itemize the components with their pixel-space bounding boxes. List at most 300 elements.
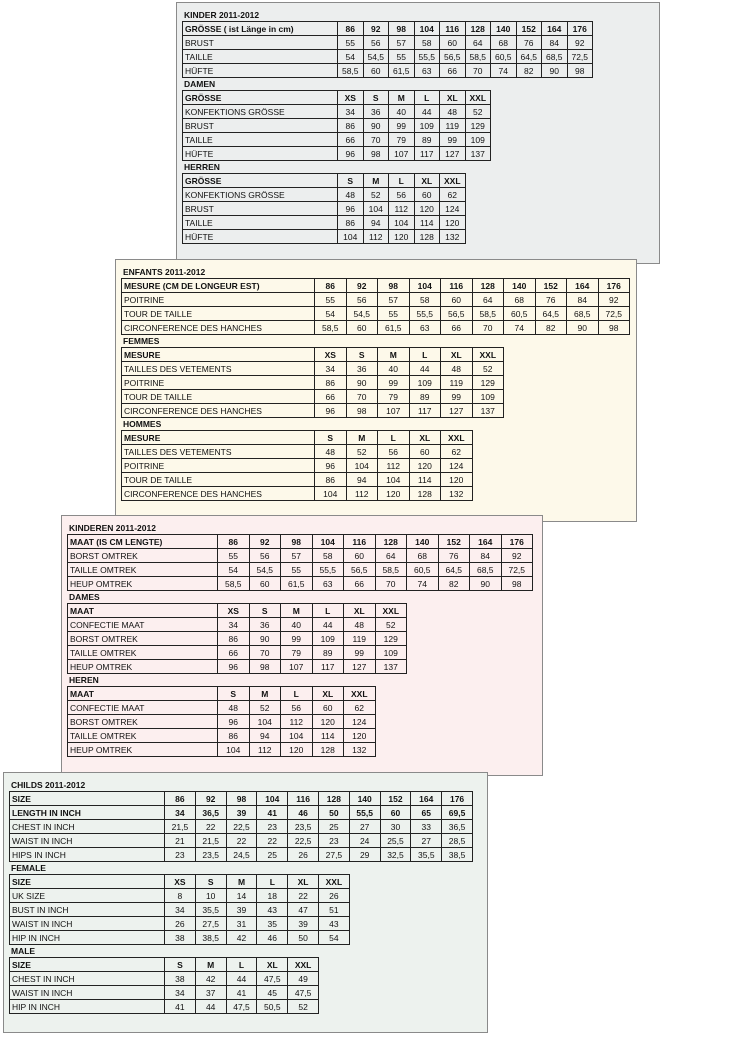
- measurement-value-cell: 64: [472, 293, 504, 307]
- measurement-value-cell: 30: [380, 820, 411, 834]
- measurement-value-cell: 119: [440, 119, 466, 133]
- measurement-value-cell: 112: [378, 459, 410, 473]
- measurement-value-cell: 50: [318, 806, 349, 820]
- measurement-value-cell: 72,5: [598, 307, 630, 321]
- table-row: [10, 917, 350, 931]
- measurement-value-cell: 36: [249, 618, 281, 632]
- women-size-table: [121, 347, 504, 418]
- table-row: [122, 445, 473, 459]
- measurement-value-cell: 112: [281, 715, 313, 729]
- table-row: [10, 972, 319, 986]
- measurement-value-cell: 120: [281, 743, 313, 757]
- measurement-value-cell: 58: [414, 36, 440, 50]
- measurement-value-cell: 52: [472, 362, 504, 376]
- header-size-cell: XL: [257, 958, 288, 972]
- table-row: [10, 1000, 319, 1014]
- measurement-value-cell: 104: [346, 459, 378, 473]
- measurement-value-cell: 114: [414, 216, 440, 230]
- women-section-title: DAMEN: [184, 79, 216, 89]
- measurement-value-cell: 41: [165, 1000, 196, 1014]
- measurement-label-cell: BRUST: [183, 119, 338, 133]
- table-row: [10, 903, 350, 917]
- measurement-value-cell: 84: [470, 549, 502, 563]
- header-label-cell: GRÖSSE ( ist Länge in cm): [183, 22, 338, 36]
- measurement-value-cell: 41: [226, 986, 257, 1000]
- measurement-value-cell: 96: [338, 202, 364, 216]
- measurement-value-cell: 114: [409, 473, 441, 487]
- measurement-value-cell: 54: [315, 307, 347, 321]
- header-size-cell: 104: [257, 792, 288, 806]
- measurement-value-cell: 61,5: [378, 321, 410, 335]
- table-row: [68, 618, 407, 632]
- measurement-value-cell: 55: [315, 293, 347, 307]
- measurement-value-cell: 62: [440, 188, 466, 202]
- measurement-value-cell: 112: [346, 487, 378, 501]
- measurement-value-cell: 50: [288, 931, 319, 945]
- measurement-value-cell: 120: [409, 459, 441, 473]
- measurement-value-cell: 64,5: [516, 50, 542, 64]
- header-size-cell: 104: [312, 535, 344, 549]
- measurement-value-cell: 109: [472, 390, 504, 404]
- measurement-label-cell: CIRCONFERENCE DES HANCHES: [122, 321, 315, 335]
- header-label-cell: MAAT: [68, 687, 218, 701]
- table-row: [183, 64, 593, 78]
- measurement-value-cell: 98: [567, 64, 593, 78]
- table-row: [183, 188, 466, 202]
- measurement-value-cell: 90: [567, 321, 599, 335]
- measurement-value-cell: 132: [344, 743, 376, 757]
- table-row: [122, 390, 504, 404]
- header-label-cell: MAAT: [68, 604, 218, 618]
- table-row: [10, 889, 350, 903]
- header-size-cell: 152: [380, 792, 411, 806]
- measurement-value-cell: 39: [226, 903, 257, 917]
- header-size-cell: L: [409, 348, 441, 362]
- measurement-value-cell: 98: [249, 660, 281, 674]
- header-size-cell: XL: [440, 91, 466, 105]
- table-row: [183, 105, 491, 119]
- table-header-row: [183, 22, 593, 36]
- header-size-cell: 92: [346, 279, 378, 293]
- measurement-value-cell: 26: [318, 889, 349, 903]
- measurement-value-cell: 70: [346, 390, 378, 404]
- measurement-label-cell: BORST OMTREK: [68, 549, 218, 563]
- table-row: [68, 660, 407, 674]
- measurement-value-cell: 48: [338, 188, 364, 202]
- measurement-value-cell: 127: [440, 147, 466, 161]
- measurement-value-cell: 86: [315, 473, 347, 487]
- measurement-value-cell: 104: [249, 715, 281, 729]
- header-size-cell: 128: [318, 792, 349, 806]
- measurement-value-cell: 42: [195, 972, 226, 986]
- header-size-cell: XXL: [440, 174, 466, 188]
- table-row: [183, 50, 593, 64]
- measurement-value-cell: 56,5: [440, 50, 466, 64]
- measurement-value-cell: 104: [389, 216, 415, 230]
- measurement-value-cell: 76: [438, 549, 470, 563]
- measurement-value-cell: 45: [257, 986, 288, 1000]
- header-size-cell: 92: [249, 535, 281, 549]
- measurement-value-cell: 68: [491, 36, 517, 50]
- header-size-cell: 128: [472, 279, 504, 293]
- measurement-value-cell: 104: [281, 729, 313, 743]
- measurement-value-cell: 120: [378, 487, 410, 501]
- measurement-value-cell: 98: [363, 147, 389, 161]
- measurement-value-cell: 66: [315, 390, 347, 404]
- measurement-label-cell: TAILLES DES VETEMENTS: [122, 445, 315, 459]
- measurement-value-cell: 28,5: [442, 834, 473, 848]
- header-size-cell: 92: [195, 792, 226, 806]
- measurement-value-cell: 107: [378, 404, 410, 418]
- measurement-value-cell: 48: [344, 618, 376, 632]
- measurement-value-cell: 60: [414, 188, 440, 202]
- table-header-row: [183, 174, 466, 188]
- measurement-label-cell: HIP IN INCH: [10, 1000, 165, 1014]
- header-size-cell: XXL: [288, 958, 319, 972]
- men-section-title: HEREN: [69, 675, 99, 685]
- table-row: [68, 549, 533, 563]
- header-size-cell: S: [363, 91, 389, 105]
- header-size-cell: S: [338, 174, 364, 188]
- measurement-value-cell: 22: [288, 889, 319, 903]
- measurement-value-cell: 62: [441, 445, 473, 459]
- measurement-label-cell: WAIST IN INCH: [10, 986, 165, 1000]
- table-row: [68, 715, 376, 729]
- header-size-cell: 128: [465, 22, 491, 36]
- measurement-value-cell: 10: [195, 889, 226, 903]
- measurement-label-cell: BRUST: [183, 36, 338, 50]
- measurement-value-cell: 48: [440, 105, 466, 119]
- measurement-value-cell: 56: [363, 36, 389, 50]
- header-size-cell: XS: [218, 604, 250, 618]
- measurement-value-cell: 120: [440, 216, 466, 230]
- measurement-label-cell: TAILLE: [183, 216, 338, 230]
- table-header-row: [10, 958, 319, 972]
- measurement-value-cell: 129: [375, 632, 407, 646]
- header-size-cell: 104: [409, 279, 441, 293]
- measurement-value-cell: 64,5: [535, 307, 567, 321]
- measurement-value-cell: 66: [338, 133, 364, 147]
- measurement-value-cell: 23: [257, 820, 288, 834]
- table-row: [10, 848, 473, 862]
- header-size-cell: XXL: [344, 687, 376, 701]
- table-header-row: [122, 348, 504, 362]
- measurement-value-cell: 60: [344, 549, 376, 563]
- measurement-value-cell: 23,5: [195, 848, 226, 862]
- measurement-value-cell: 58,5: [465, 50, 491, 64]
- measurement-value-cell: 70: [249, 646, 281, 660]
- header-size-cell: L: [226, 958, 257, 972]
- measurement-value-cell: 109: [409, 376, 441, 390]
- measurement-value-cell: 104: [378, 473, 410, 487]
- measurement-value-cell: 34: [165, 903, 196, 917]
- measurement-value-cell: 56: [389, 188, 415, 202]
- table-header-row: [68, 687, 376, 701]
- measurement-value-cell: 23: [165, 848, 196, 862]
- header-size-cell: 128: [375, 535, 407, 549]
- table-row: [68, 646, 407, 660]
- measurement-value-cell: 109: [375, 646, 407, 660]
- measurement-label-cell: POITRINE: [122, 459, 315, 473]
- measurement-value-cell: 58,5: [338, 64, 364, 78]
- measurement-value-cell: 48: [441, 362, 473, 376]
- header-size-cell: 98: [281, 535, 313, 549]
- measurement-value-cell: 70: [363, 133, 389, 147]
- measurement-value-cell: 41: [257, 806, 288, 820]
- measurement-value-cell: 68,5: [470, 563, 502, 577]
- table-row: [122, 487, 473, 501]
- measurement-label-cell: TAILLE OMTREK: [68, 729, 218, 743]
- measurement-value-cell: 27: [411, 834, 442, 848]
- header-size-cell: L: [389, 174, 415, 188]
- measurement-value-cell: 69,5: [442, 806, 473, 820]
- measurement-value-cell: 55,5: [312, 563, 344, 577]
- measurement-label-cell: LENGTH IN INCH: [10, 806, 165, 820]
- measurement-label-cell: TOUR DE TAILLE: [122, 390, 315, 404]
- table-row: [183, 230, 466, 244]
- measurement-value-cell: 22,5: [226, 820, 257, 834]
- measurement-value-cell: 52: [288, 1000, 319, 1014]
- measurement-value-cell: 46: [288, 806, 319, 820]
- measurement-value-cell: 47,5: [226, 1000, 257, 1014]
- measurement-label-cell: TOUR DE TAILLE: [122, 473, 315, 487]
- measurement-label-cell: BUST IN INCH: [10, 903, 165, 917]
- header-size-cell: 116: [344, 535, 376, 549]
- measurement-value-cell: 63: [312, 577, 344, 591]
- measurement-value-cell: 84: [567, 293, 599, 307]
- measurement-value-cell: 48: [315, 445, 347, 459]
- measurement-value-cell: 68,5: [567, 307, 599, 321]
- header-size-cell: M: [281, 604, 313, 618]
- table-row: [10, 806, 473, 820]
- table-row: [68, 743, 376, 757]
- measurement-value-cell: 55: [389, 50, 415, 64]
- measurement-value-cell: 38: [165, 931, 196, 945]
- header-size-cell: L: [378, 431, 410, 445]
- measurement-value-cell: 36,5: [442, 820, 473, 834]
- header-label-cell: MESURE: [122, 348, 315, 362]
- measurement-value-cell: 90: [363, 119, 389, 133]
- measurement-value-cell: 68: [504, 293, 536, 307]
- measurement-value-cell: 128: [312, 743, 344, 757]
- header-size-cell: XL: [344, 604, 376, 618]
- men-size-table: [9, 957, 319, 1014]
- measurement-label-cell: WAIST IN INCH: [10, 917, 165, 931]
- header-label-cell: GRÖSSE: [183, 174, 338, 188]
- measurement-value-cell: 89: [414, 133, 440, 147]
- measurement-value-cell: 92: [501, 549, 533, 563]
- measurement-value-cell: 54,5: [363, 50, 389, 64]
- measurement-value-cell: 52: [363, 188, 389, 202]
- measurement-value-cell: 120: [312, 715, 344, 729]
- measurement-value-cell: 43: [257, 903, 288, 917]
- measurement-value-cell: 62: [344, 701, 376, 715]
- measurement-value-cell: 137: [465, 147, 491, 161]
- measurement-value-cell: 76: [535, 293, 567, 307]
- measurement-label-cell: CIRCONFERENCE DES HANCHES: [122, 404, 315, 418]
- measurement-value-cell: 49: [288, 972, 319, 986]
- measurement-value-cell: 64,5: [438, 563, 470, 577]
- measurement-value-cell: 55,5: [414, 50, 440, 64]
- measurement-value-cell: 56,5: [344, 563, 376, 577]
- measurement-value-cell: 98: [598, 321, 630, 335]
- measurement-value-cell: 90: [249, 632, 281, 646]
- measurement-value-cell: 34: [338, 105, 364, 119]
- header-size-cell: XXL: [375, 604, 407, 618]
- measurement-label-cell: POITRINE: [122, 376, 315, 390]
- children-section-title: KINDEREN 2011-2012: [69, 523, 156, 533]
- measurement-value-cell: 120: [414, 202, 440, 216]
- measurement-value-cell: 42: [226, 931, 257, 945]
- men-section-title: MALE: [11, 946, 36, 956]
- measurement-value-cell: 109: [312, 632, 344, 646]
- header-size-cell: 164: [470, 535, 502, 549]
- table-row: [183, 202, 466, 216]
- header-size-cell: XXL: [472, 348, 504, 362]
- table-header-row: [183, 91, 491, 105]
- header-size-cell: 164: [567, 279, 599, 293]
- measurement-value-cell: 54: [318, 931, 349, 945]
- measurement-label-cell: HÜFTE: [183, 147, 338, 161]
- measurement-value-cell: 60: [441, 293, 473, 307]
- measurement-value-cell: 52: [249, 701, 281, 715]
- header-size-cell: 152: [438, 535, 470, 549]
- measurement-value-cell: 86: [338, 119, 364, 133]
- measurement-label-cell: CONFECTIE MAAT: [68, 618, 218, 632]
- women-section-title: DAMES: [69, 592, 100, 602]
- measurement-value-cell: 33: [411, 820, 442, 834]
- measurement-value-cell: 21,5: [165, 820, 196, 834]
- measurement-value-cell: 109: [465, 133, 491, 147]
- measurement-value-cell: 22: [257, 834, 288, 848]
- measurement-value-cell: 25: [257, 848, 288, 862]
- measurement-label-cell: TAILLE: [183, 50, 338, 64]
- children-size-table: [121, 278, 630, 335]
- header-label-cell: SIZE: [10, 792, 165, 806]
- table-header-row: [68, 535, 533, 549]
- header-size-cell: M: [389, 91, 415, 105]
- header-size-cell: 86: [218, 535, 250, 549]
- measurement-value-cell: 60,5: [504, 307, 536, 321]
- header-size-cell: XS: [315, 348, 347, 362]
- children-size-table: [182, 21, 593, 78]
- header-size-cell: 140: [491, 22, 517, 36]
- measurement-value-cell: 66: [218, 646, 250, 660]
- table-row: [122, 473, 473, 487]
- measurement-value-cell: 35,5: [195, 903, 226, 917]
- measurement-value-cell: 31: [226, 917, 257, 931]
- measurement-label-cell: BORST OMTREK: [68, 632, 218, 646]
- measurement-value-cell: 56: [249, 549, 281, 563]
- women-section-title: FEMMES: [123, 336, 160, 346]
- header-label-cell: MESURE: [122, 431, 315, 445]
- measurement-value-cell: 61,5: [281, 577, 313, 591]
- header-size-cell: 140: [407, 535, 439, 549]
- measurement-value-cell: 27: [349, 820, 380, 834]
- measurement-value-cell: 52: [465, 105, 491, 119]
- measurement-value-cell: 47: [288, 903, 319, 917]
- measurement-value-cell: 63: [409, 321, 441, 335]
- measurement-value-cell: 74: [491, 64, 517, 78]
- measurement-value-cell: 58,5: [218, 577, 250, 591]
- measurement-value-cell: 44: [312, 618, 344, 632]
- measurement-value-cell: 94: [346, 473, 378, 487]
- children-section-title: ENFANTS 2011-2012: [123, 267, 206, 277]
- measurement-value-cell: 70: [375, 577, 407, 591]
- header-size-cell: M: [346, 431, 378, 445]
- measurement-value-cell: 27,5: [195, 917, 226, 931]
- table-row: [122, 307, 630, 321]
- measurement-value-cell: 56: [281, 701, 313, 715]
- measurement-value-cell: 120: [441, 473, 473, 487]
- measurement-value-cell: 99: [441, 390, 473, 404]
- measurement-value-cell: 86: [338, 216, 364, 230]
- header-size-cell: 116: [288, 792, 319, 806]
- header-size-cell: XXL: [441, 431, 473, 445]
- measurement-label-cell: UK SIZE: [10, 889, 165, 903]
- measurement-value-cell: 58,5: [375, 563, 407, 577]
- measurement-value-cell: 63: [414, 64, 440, 78]
- header-size-cell: 104: [414, 22, 440, 36]
- header-size-cell: L: [281, 687, 313, 701]
- measurement-value-cell: 66: [440, 64, 466, 78]
- measurement-label-cell: CONFECTIE MAAT: [68, 701, 218, 715]
- header-size-cell: 98: [389, 22, 415, 36]
- header-size-cell: XS: [165, 875, 196, 889]
- header-size-cell: XL: [288, 875, 319, 889]
- measurement-value-cell: 114: [312, 729, 344, 743]
- measurement-value-cell: 79: [389, 133, 415, 147]
- measurement-label-cell: KONFEKTIONS GRÖSSE: [183, 105, 338, 119]
- header-size-cell: 176: [567, 22, 593, 36]
- measurement-value-cell: 34: [165, 806, 196, 820]
- measurement-value-cell: 40: [389, 105, 415, 119]
- measurement-value-cell: 54,5: [346, 307, 378, 321]
- measurement-value-cell: 51: [318, 903, 349, 917]
- size-chart-dutch: [61, 515, 543, 776]
- measurement-value-cell: 29: [349, 848, 380, 862]
- measurement-value-cell: 96: [315, 404, 347, 418]
- measurement-value-cell: 44: [414, 105, 440, 119]
- header-label-cell: SIZE: [10, 875, 165, 889]
- children-size-table: [67, 534, 533, 591]
- header-size-cell: XL: [312, 687, 344, 701]
- measurement-value-cell: 23,5: [288, 820, 319, 834]
- measurement-value-cell: 43: [318, 917, 349, 931]
- table-row: [68, 729, 376, 743]
- header-size-cell: 140: [504, 279, 536, 293]
- table-header-row: [10, 792, 473, 806]
- table-row: [183, 119, 491, 133]
- table-header-row: [122, 279, 630, 293]
- measurement-value-cell: 76: [516, 36, 542, 50]
- measurement-value-cell: 74: [504, 321, 536, 335]
- measurement-value-cell: 58,5: [315, 321, 347, 335]
- table-header-row: [68, 604, 407, 618]
- measurement-label-cell: TAILLE OMTREK: [68, 563, 218, 577]
- measurement-value-cell: 8: [165, 889, 196, 903]
- measurement-value-cell: 129: [472, 376, 504, 390]
- measurement-value-cell: 52: [375, 618, 407, 632]
- men-size-table: [121, 430, 473, 501]
- measurement-value-cell: 104: [363, 202, 389, 216]
- size-chart-english: [3, 772, 488, 1033]
- header-size-cell: M: [195, 958, 226, 972]
- measurement-label-cell: HÜFTE: [183, 230, 338, 244]
- measurement-value-cell: 84: [542, 36, 568, 50]
- table-row: [122, 376, 504, 390]
- measurement-value-cell: 54: [338, 50, 364, 64]
